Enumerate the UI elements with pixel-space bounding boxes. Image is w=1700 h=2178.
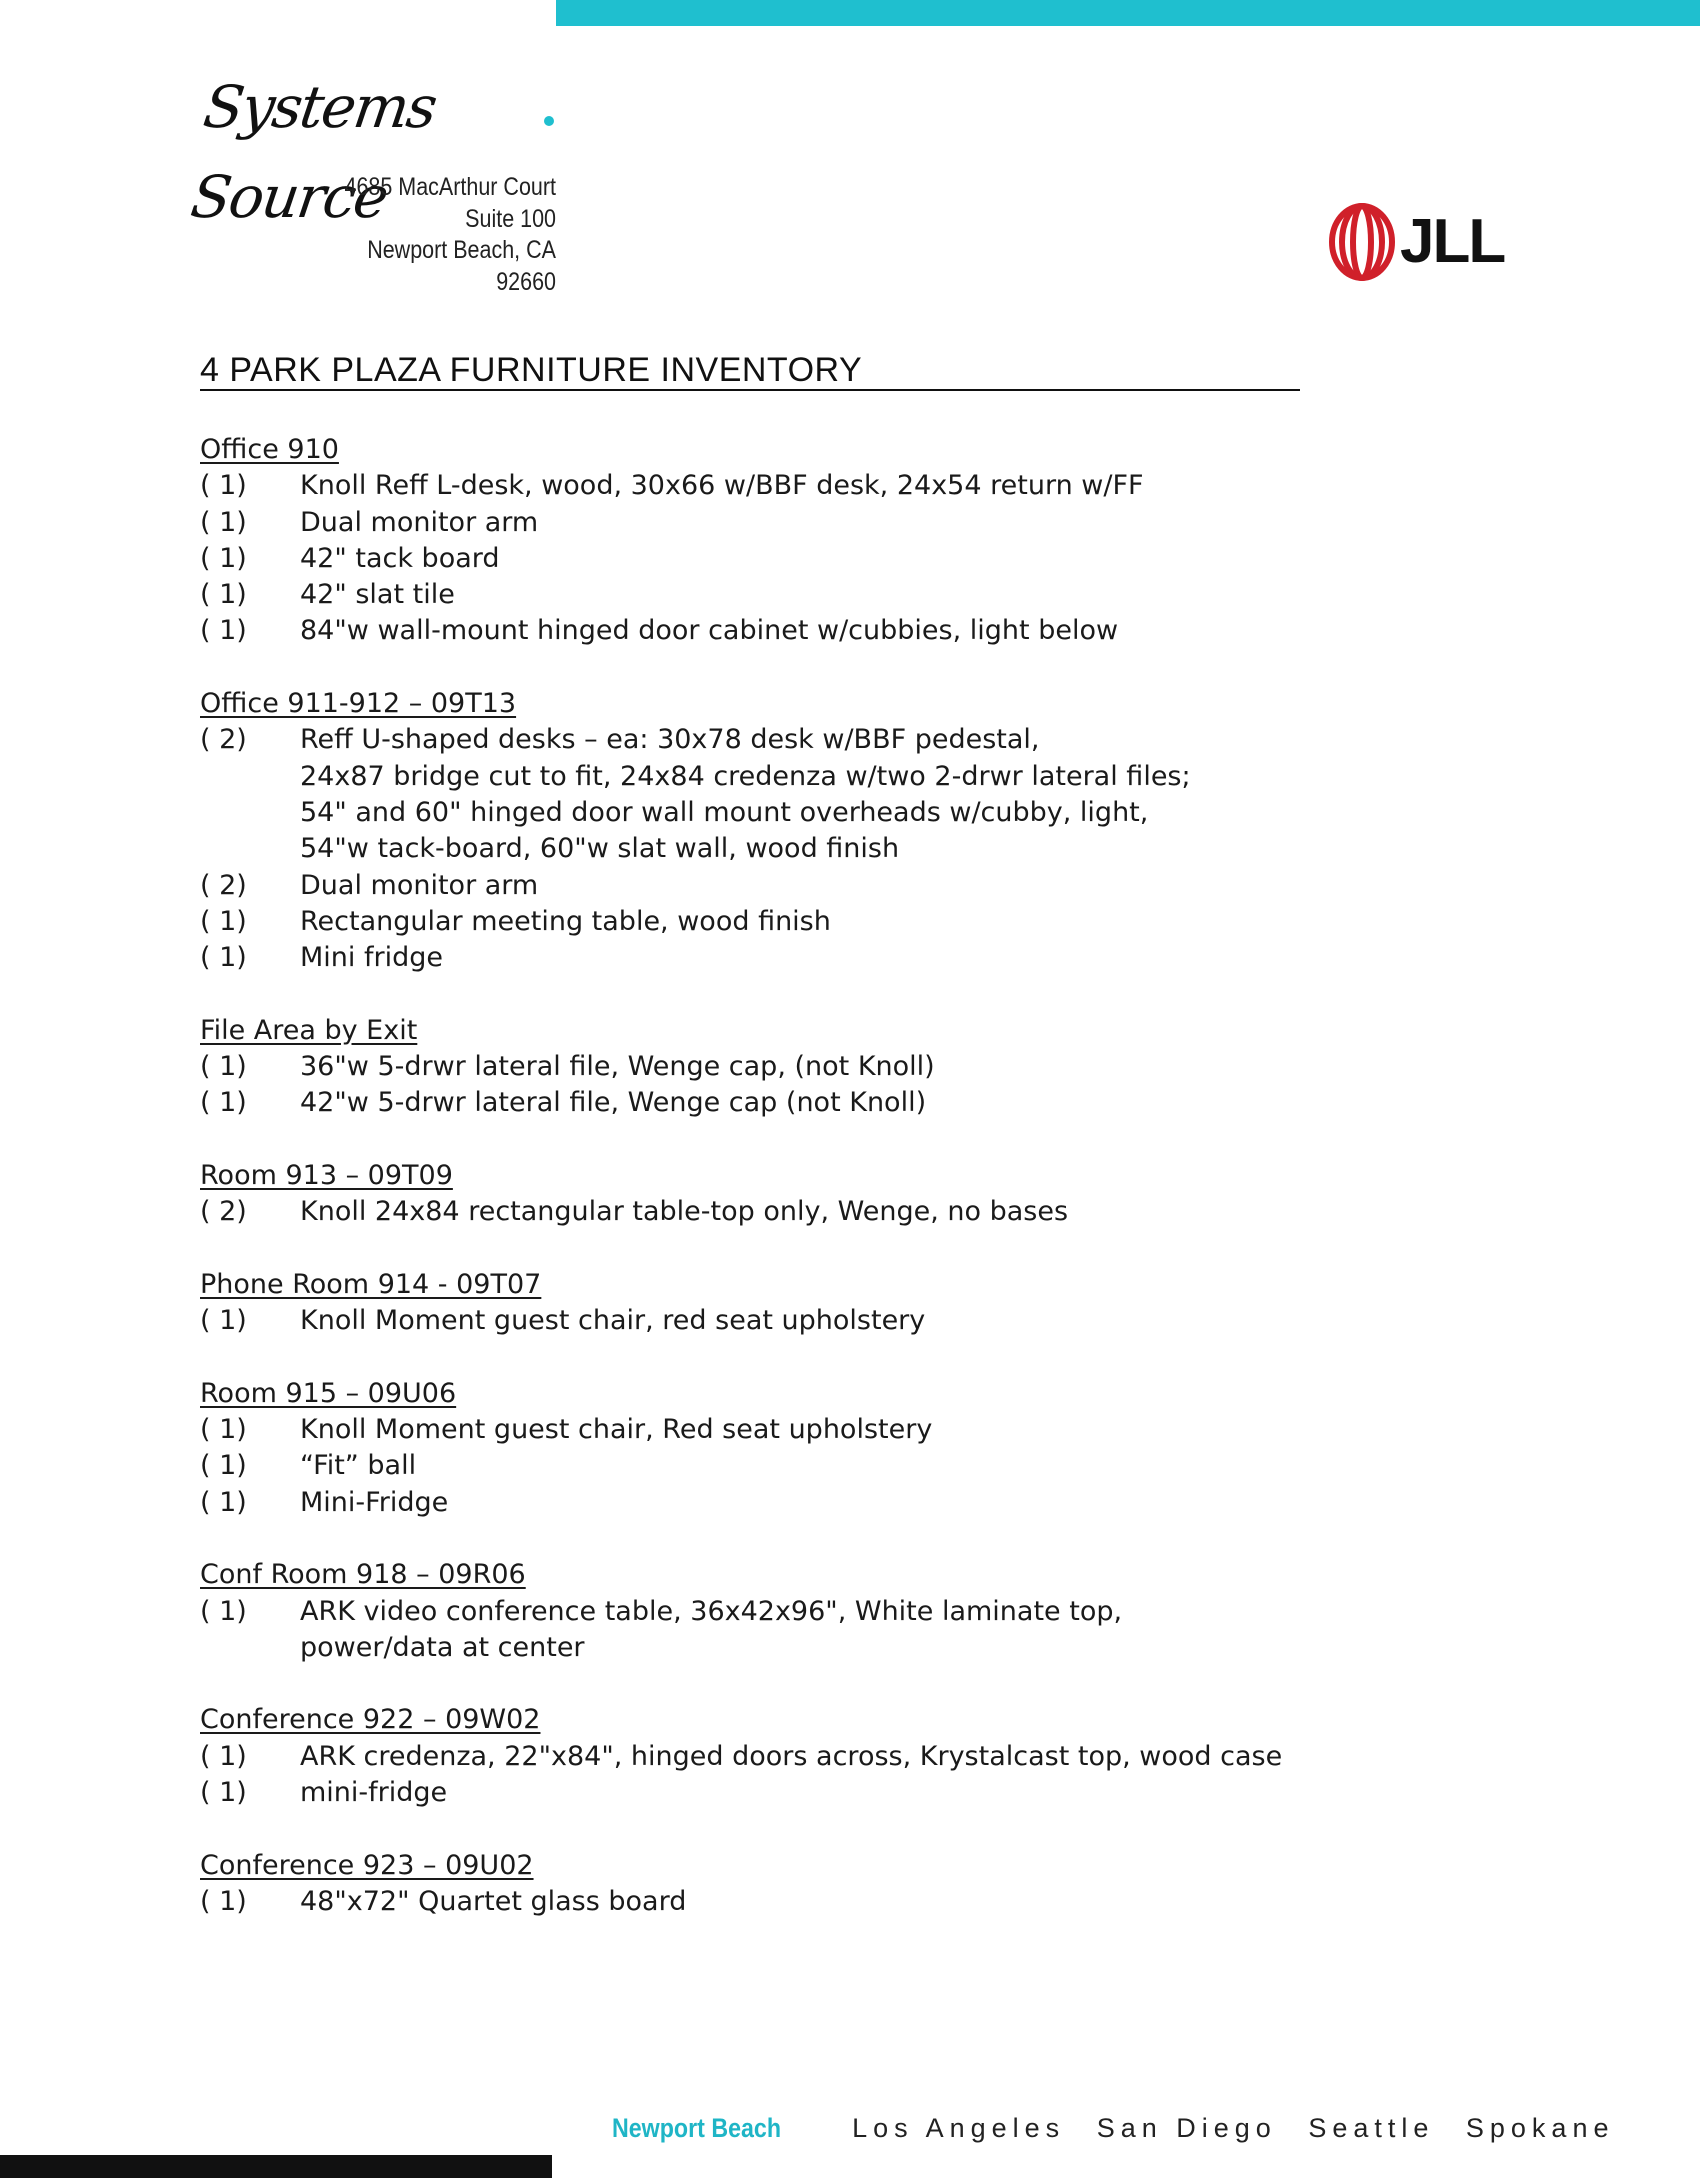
item-quantity: ( 2) bbox=[200, 724, 247, 756]
footer-city: Los Angeles bbox=[852, 2113, 1066, 2143]
inventory-item bbox=[200, 1085, 1400, 1121]
page-title: 4 PARK PLAZA FURNITURE INVENTORY bbox=[200, 351, 863, 389]
address-line: 92660 bbox=[496, 267, 556, 296]
item-description: 42"w 5-drwr lateral file, Wenge cap (not Knoll) bbox=[300, 1087, 927, 1119]
inventory-section bbox=[200, 1702, 1400, 1811]
item-description: “Fit” ball bbox=[300, 1450, 417, 1482]
inventory-section bbox=[200, 1158, 1400, 1231]
item-quantity: ( 1) bbox=[200, 1486, 247, 1518]
inventory-item bbox=[200, 613, 1400, 649]
inventory-item bbox=[200, 1485, 1400, 1521]
inventory-section bbox=[200, 1557, 1400, 1666]
inventory-item bbox=[200, 505, 1400, 541]
jll-mark-icon bbox=[1326, 202, 1398, 282]
inventory-item bbox=[200, 868, 1400, 904]
inventory-item bbox=[200, 1775, 1400, 1811]
footer-city: Seattle bbox=[1308, 2113, 1435, 2143]
item-description: Knoll Moment guest chair, Red seat upholstery bbox=[300, 1414, 933, 1446]
item-description: Rectangular meeting table, wood finish bbox=[300, 905, 831, 937]
inventory-item bbox=[200, 1594, 1400, 1667]
item-description: Dual monitor arm bbox=[300, 869, 539, 901]
logo-dot bbox=[544, 116, 554, 126]
section-heading: Conf Room 918 – 09R06 bbox=[200, 1559, 526, 1591]
item-quantity: ( 1) bbox=[200, 1450, 247, 1482]
item-quantity: ( 1) bbox=[200, 1595, 247, 1627]
footer-city: Spokane bbox=[1465, 2113, 1615, 2143]
inventory-section bbox=[200, 1013, 1400, 1122]
inventory-list bbox=[200, 432, 1400, 1956]
item-quantity: ( 1) bbox=[200, 1051, 247, 1083]
inventory-section bbox=[200, 432, 1400, 650]
item-quantity: ( 1) bbox=[200, 905, 247, 937]
item-description: 42" slat tile bbox=[300, 579, 455, 611]
section-heading: Office 911-912 – 09T13 bbox=[200, 688, 517, 720]
item-description: Reff U-shaped desks – ea: 30x78 desk w/BBF pedestal, bbox=[300, 724, 1040, 756]
title-underline bbox=[200, 389, 1300, 391]
item-quantity: ( 2) bbox=[200, 1196, 247, 1228]
item-quantity: ( 1) bbox=[200, 1885, 247, 1917]
item-description: Knoll Reff L-desk, wood, 30x66 w/BBF desk, 24x54 return w/FF bbox=[300, 470, 1144, 502]
section-heading: Conference 923 – 09U02 bbox=[200, 1849, 534, 1881]
item-description: Knoll Moment guest chair, red seat upholstery bbox=[300, 1305, 926, 1337]
bottom-accent-bar bbox=[0, 2155, 552, 2178]
section-heading: File Area by Exit bbox=[200, 1014, 418, 1046]
inventory-item bbox=[200, 541, 1400, 577]
inventory-item bbox=[200, 1739, 1400, 1775]
inventory-item bbox=[200, 904, 1400, 940]
inventory-item bbox=[200, 1412, 1400, 1448]
item-description: Mini fridge bbox=[300, 942, 443, 974]
item-quantity: ( 1) bbox=[200, 542, 247, 574]
inventory-section bbox=[200, 686, 1400, 976]
item-quantity: ( 1) bbox=[200, 615, 247, 647]
item-description: 84"w wall-mount hinged door cabinet w/cubbies, light below bbox=[300, 615, 1119, 647]
footer-locations bbox=[612, 2108, 1614, 2148]
section-heading: Office 910 bbox=[200, 434, 339, 465]
section-heading: Room 915 – 09U06 bbox=[200, 1377, 457, 1409]
item-quantity: ( 1) bbox=[200, 942, 247, 974]
item-description: Mini-Fridge bbox=[300, 1486, 449, 1518]
item-quantity: ( 1) bbox=[200, 1305, 247, 1337]
inventory-item bbox=[200, 1049, 1400, 1085]
inventory-section bbox=[200, 1848, 1400, 1921]
item-quantity: ( 1) bbox=[200, 470, 247, 502]
inventory-item bbox=[200, 1194, 1400, 1230]
item-description: power/data at center bbox=[300, 1631, 585, 1663]
inventory-item bbox=[200, 1448, 1400, 1484]
item-description: 36"w 5-drwr lateral file, Wenge cap, (not Knoll) bbox=[300, 1051, 935, 1083]
jll-wordmark: JLL bbox=[1400, 207, 1505, 276]
item-quantity: ( 1) bbox=[200, 506, 247, 538]
item-description: 48"x72" Quartet glass board bbox=[300, 1885, 687, 1917]
address-line: Suite 100 bbox=[465, 204, 556, 233]
item-quantity: ( 2) bbox=[200, 869, 247, 901]
inventory-item bbox=[200, 577, 1400, 613]
address-line: Newport Beach, CA bbox=[367, 236, 556, 264]
inventory-section bbox=[200, 1376, 1400, 1521]
item-quantity: ( 1) bbox=[200, 1087, 247, 1119]
item-quantity: ( 1) bbox=[200, 1740, 247, 1772]
section-heading: Room 913 – 09T09 bbox=[200, 1159, 453, 1191]
address-line: 4685 MacArthur Court bbox=[344, 173, 556, 201]
item-quantity: ( 1) bbox=[200, 1776, 247, 1808]
section-heading: Phone Room 914 - 09T07 bbox=[200, 1268, 542, 1300]
inventory-item bbox=[200, 1884, 1400, 1920]
inventory-item bbox=[200, 468, 1400, 504]
top-accent-bar bbox=[556, 0, 1700, 26]
item-description: ARK video conference table, 36x42x96", White laminate top, bbox=[300, 1595, 1123, 1627]
item-description: Dual monitor arm bbox=[300, 506, 539, 538]
inventory-item bbox=[200, 1303, 1400, 1339]
inventory-item bbox=[200, 940, 1400, 976]
item-quantity: ( 1) bbox=[200, 579, 247, 611]
item-description: ARK credenza, 22"x84", hinged doors across, Krystalcast top, wood case bbox=[300, 1740, 1283, 1772]
section-heading: Conference 922 – 09W02 bbox=[200, 1704, 541, 1736]
inventory-section bbox=[200, 1267, 1400, 1340]
item-description: 54"w tack-board, 60"w slat wall, wood finish bbox=[300, 833, 900, 865]
inventory-item bbox=[200, 722, 1400, 867]
footer-city: San Diego bbox=[1096, 2113, 1277, 2143]
company-address bbox=[301, 172, 556, 298]
item-description: 42" tack board bbox=[300, 542, 500, 574]
footer-city-active: Newport Beach bbox=[612, 2113, 782, 2143]
item-description: mini-fridge bbox=[300, 1776, 448, 1808]
item-description: Knoll 24x84 rectangular table-top only, Wenge, no bases bbox=[300, 1196, 1069, 1228]
jll-logo bbox=[1326, 202, 1506, 282]
item-description: 24x87 bridge cut to fit, 24x84 credenza w/two 2-drwr lateral files; bbox=[300, 760, 1191, 792]
item-description: 54" and 60" hinged door wall mount overheads w/cubby, light, bbox=[300, 796, 1149, 828]
logo-wordmark: Systems Source bbox=[186, 73, 440, 231]
item-quantity: ( 1) bbox=[200, 1414, 247, 1446]
